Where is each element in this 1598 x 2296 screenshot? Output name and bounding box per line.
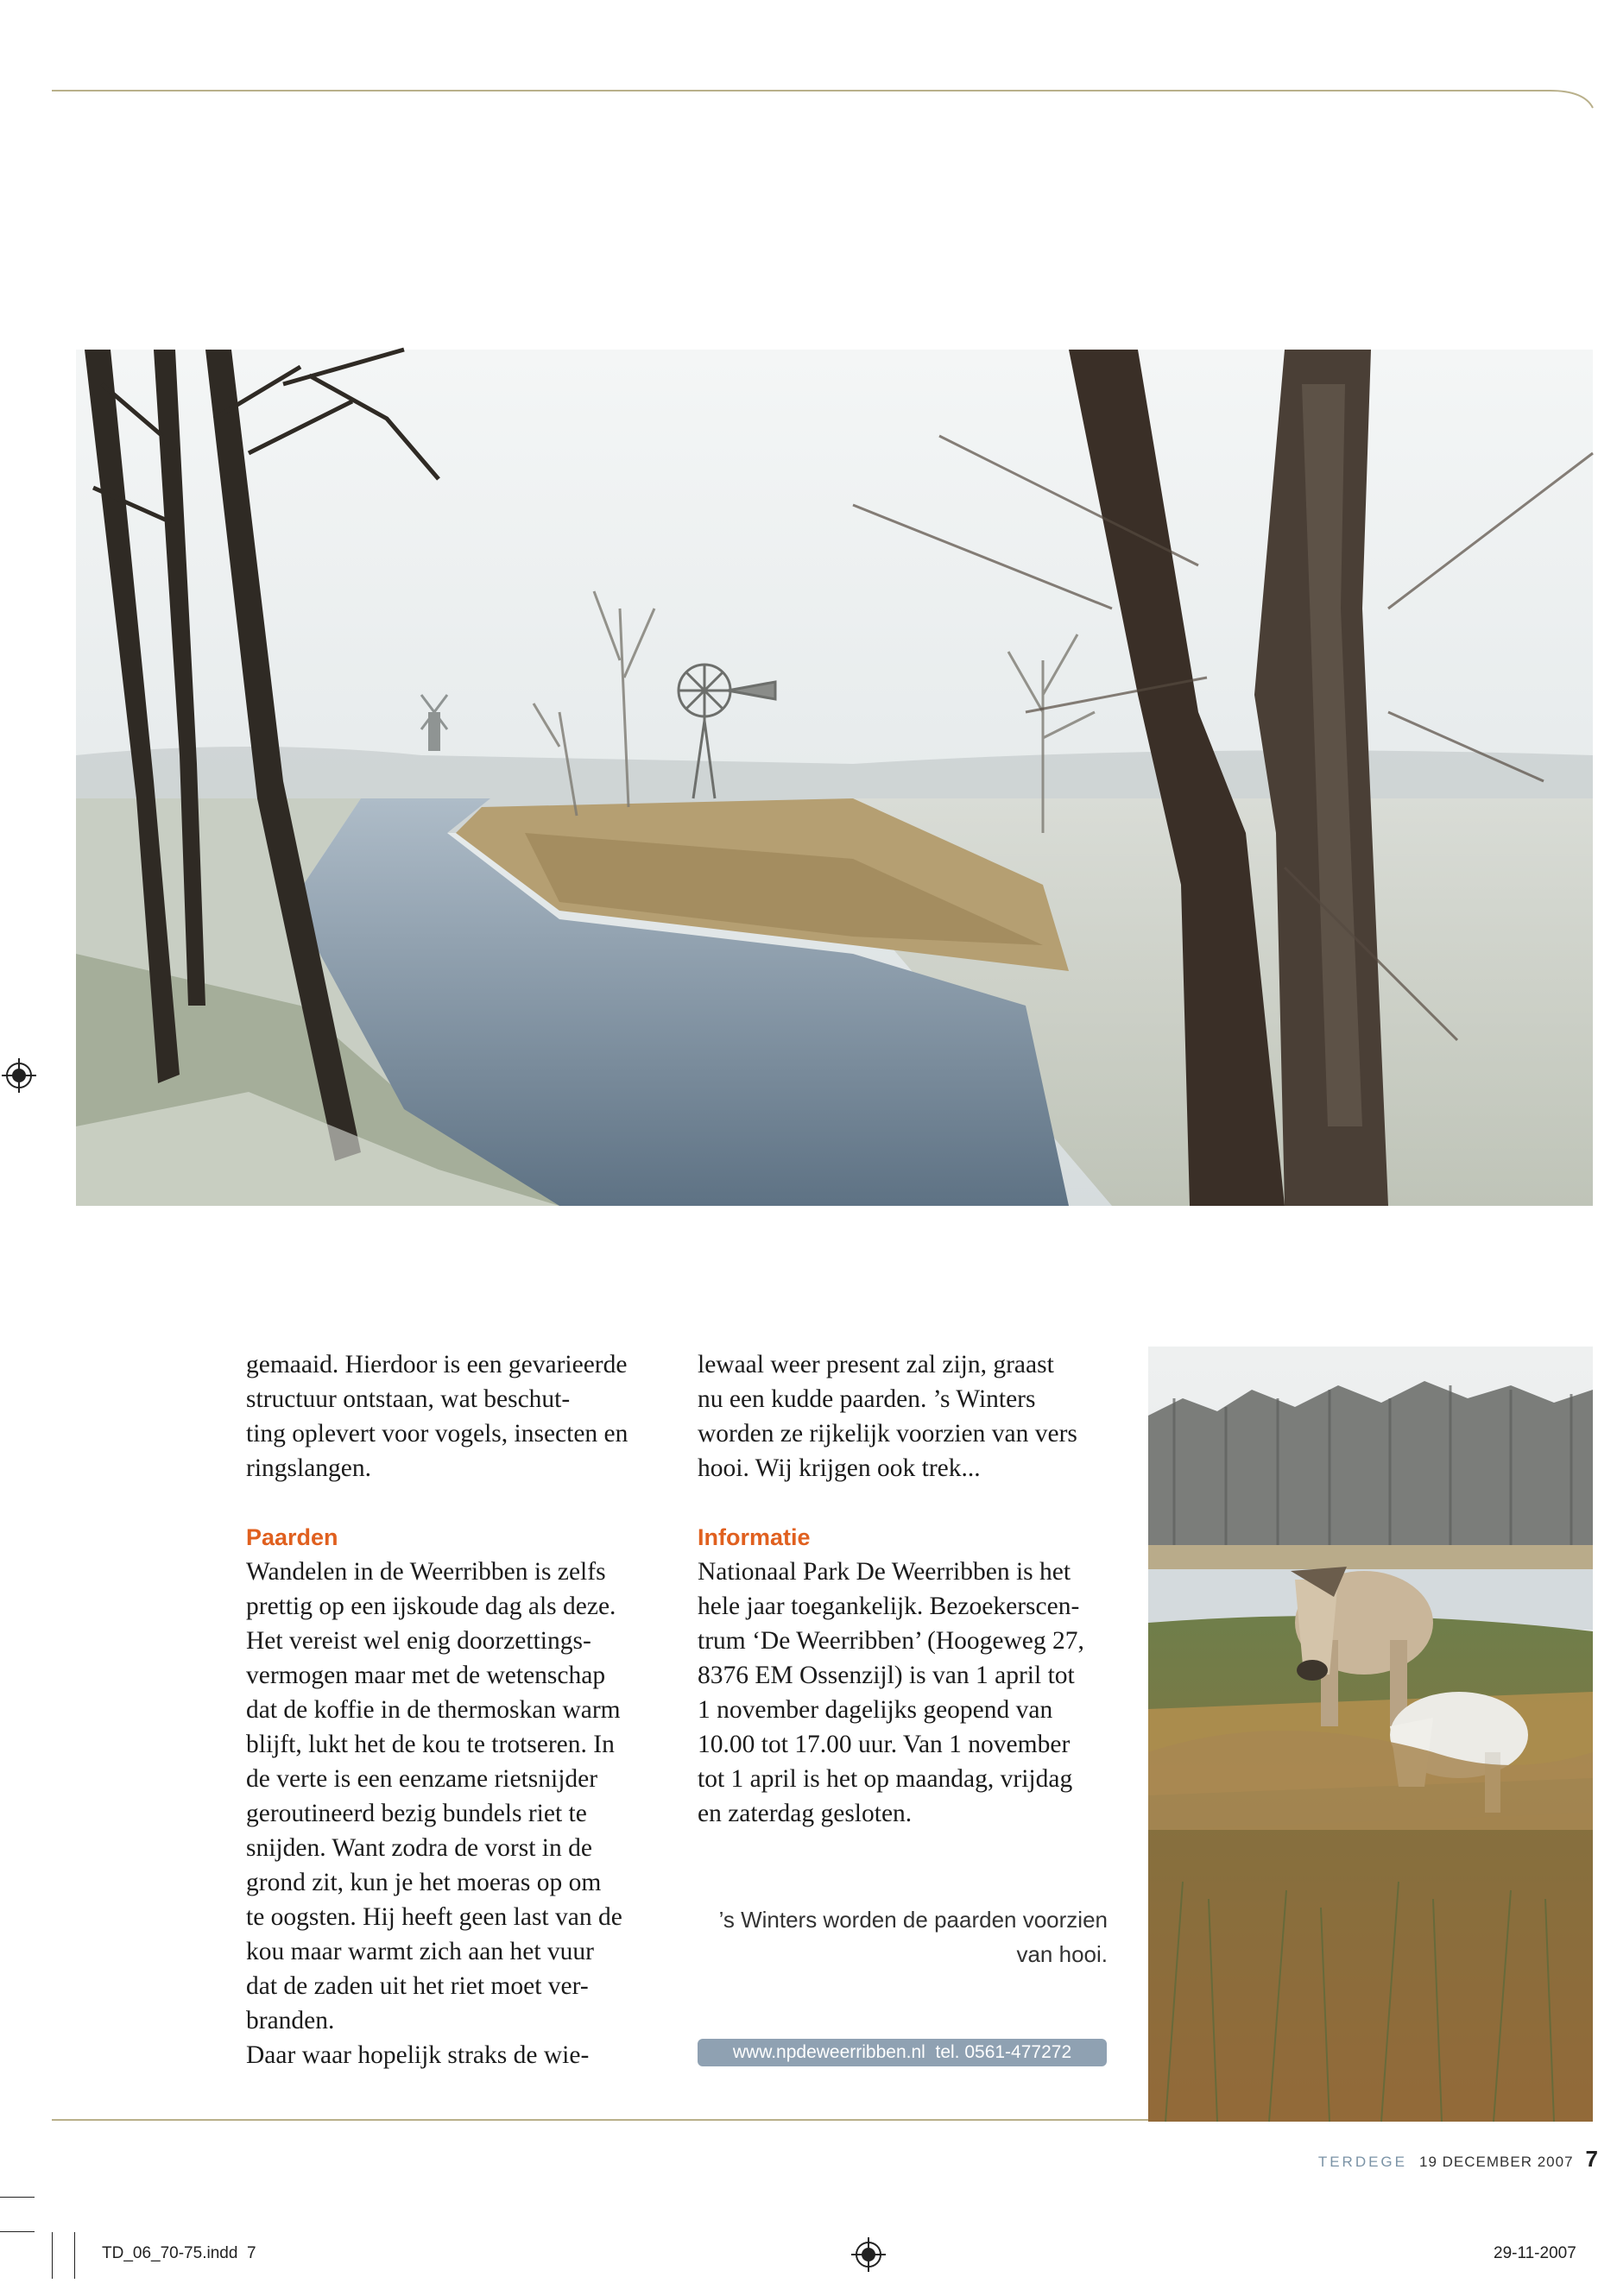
page-number: 7 [1585, 2146, 1598, 2172]
top-border-rule [0, 0, 1593, 121]
text-line: dat de koffie in de thermoskan warm [246, 1696, 621, 1724]
bottom-border-rule [52, 2119, 1148, 2121]
text-line: lewaal weer present zal zijn, graast [698, 1351, 1054, 1378]
text-line: grond zit, kun je het moeras op om [246, 1869, 602, 1896]
text-line: Wandelen in de Weerribben is zelfs [246, 1558, 606, 1586]
text-line: hooi. Wij krijgen ook trek... [698, 1454, 981, 1482]
text-line: de verte is een eenzame rietsnijder [246, 1765, 598, 1793]
text-line: ringslangen. [246, 1454, 372, 1482]
text-line: Het vereist wel enig doorzettings- [246, 1627, 591, 1655]
text-line: 1 november dagelijks geopend van [698, 1696, 1053, 1724]
text-line: blijft, lukt het de kou te trotseren. In [246, 1731, 615, 1758]
text-line: worden ze rijkelijk voorzien van vers [698, 1420, 1077, 1448]
photo-caption [698, 1902, 1108, 1971]
top-landscape-photo [76, 350, 1593, 1206]
page-footer [1317, 2146, 1598, 2173]
article-column-2 [698, 1347, 1121, 1831]
text-line: nu een kudde paarden. ’s Winters [698, 1385, 1036, 1413]
text-line: Daar waar hopelijk straks de wie- [246, 2041, 590, 2069]
text-line: gemaaid. Hierdoor is een gevarieerde [246, 1351, 628, 1378]
crop-mark [0, 2231, 35, 2232]
text-line: trum ‘De Weerribben’ (Hoogeweg 27, [698, 1627, 1084, 1655]
registration-mark-icon [2, 1058, 36, 1093]
text-line: kou maar warmt zich aan het vuur [246, 1938, 595, 1965]
info-bar [698, 2039, 1107, 2066]
heading-informatie: Informatie [698, 1524, 811, 1550]
registration-mark-icon [851, 2237, 886, 2272]
text-line: vermogen maar met de wetenschap [246, 1662, 606, 1689]
text-line: Nationaal Park De Weerribben is het [698, 1558, 1071, 1586]
column-2-body [698, 1555, 1121, 1831]
print-date: 29-11-2007 [1494, 2244, 1576, 2262]
caption-line: van hooi. [1016, 1941, 1108, 1967]
column-2-intro [698, 1347, 1121, 1485]
magazine-name: TERDEGE [1317, 2154, 1407, 2170]
text-line: 8376 EM Ossenzijl) is van 1 april tot [698, 1662, 1075, 1689]
text-line: snijden. Want zodra de vorst in de [246, 1834, 592, 1862]
article-column-1 [246, 1347, 669, 2072]
crop-mark [0, 2197, 35, 2198]
text-line: prettig op een ijskoude dag als deze. [246, 1593, 616, 1620]
info-bar-text: www.npdeweerribben.nl tel. 0561-477272 [732, 2042, 1072, 2062]
caption-line: ’s Winters worden de paarden voorzien [718, 1907, 1108, 1933]
text-line: hele jaar toegankelijk. Bezoekerscen- [698, 1593, 1080, 1620]
column-1-intro [246, 1347, 669, 1485]
ponies-photo [1148, 1347, 1593, 2122]
text-line: dat de zaden uit het riet moet ver- [246, 1972, 589, 2000]
text-line: ting oplevert voor vogels, insecten en [246, 1420, 628, 1448]
text-line: geroutineerd bezig bundels riet te [246, 1800, 587, 1827]
indd-filename: TD_06_70-75.indd 7 [102, 2244, 256, 2262]
text-line: branden. [246, 2007, 335, 2034]
text-line: te oogsten. Hij heeft geen last van de [246, 1903, 622, 1931]
crop-mark [52, 2232, 53, 2279]
text-line: tot 1 april is het op maandag, vrijdag [698, 1765, 1073, 1793]
heading-paarden: Paarden [246, 1524, 338, 1550]
crop-mark [74, 2232, 75, 2279]
text-line: en zaterdag gesloten. [698, 1800, 913, 1827]
text-line: structuur ontstaan, wat beschut- [246, 1385, 571, 1413]
issue-date: 19 DECEMBER 2007 [1419, 2154, 1574, 2170]
column-1-body [246, 1555, 669, 2072]
text-line: 10.00 tot 17.00 uur. Van 1 november [698, 1731, 1071, 1758]
